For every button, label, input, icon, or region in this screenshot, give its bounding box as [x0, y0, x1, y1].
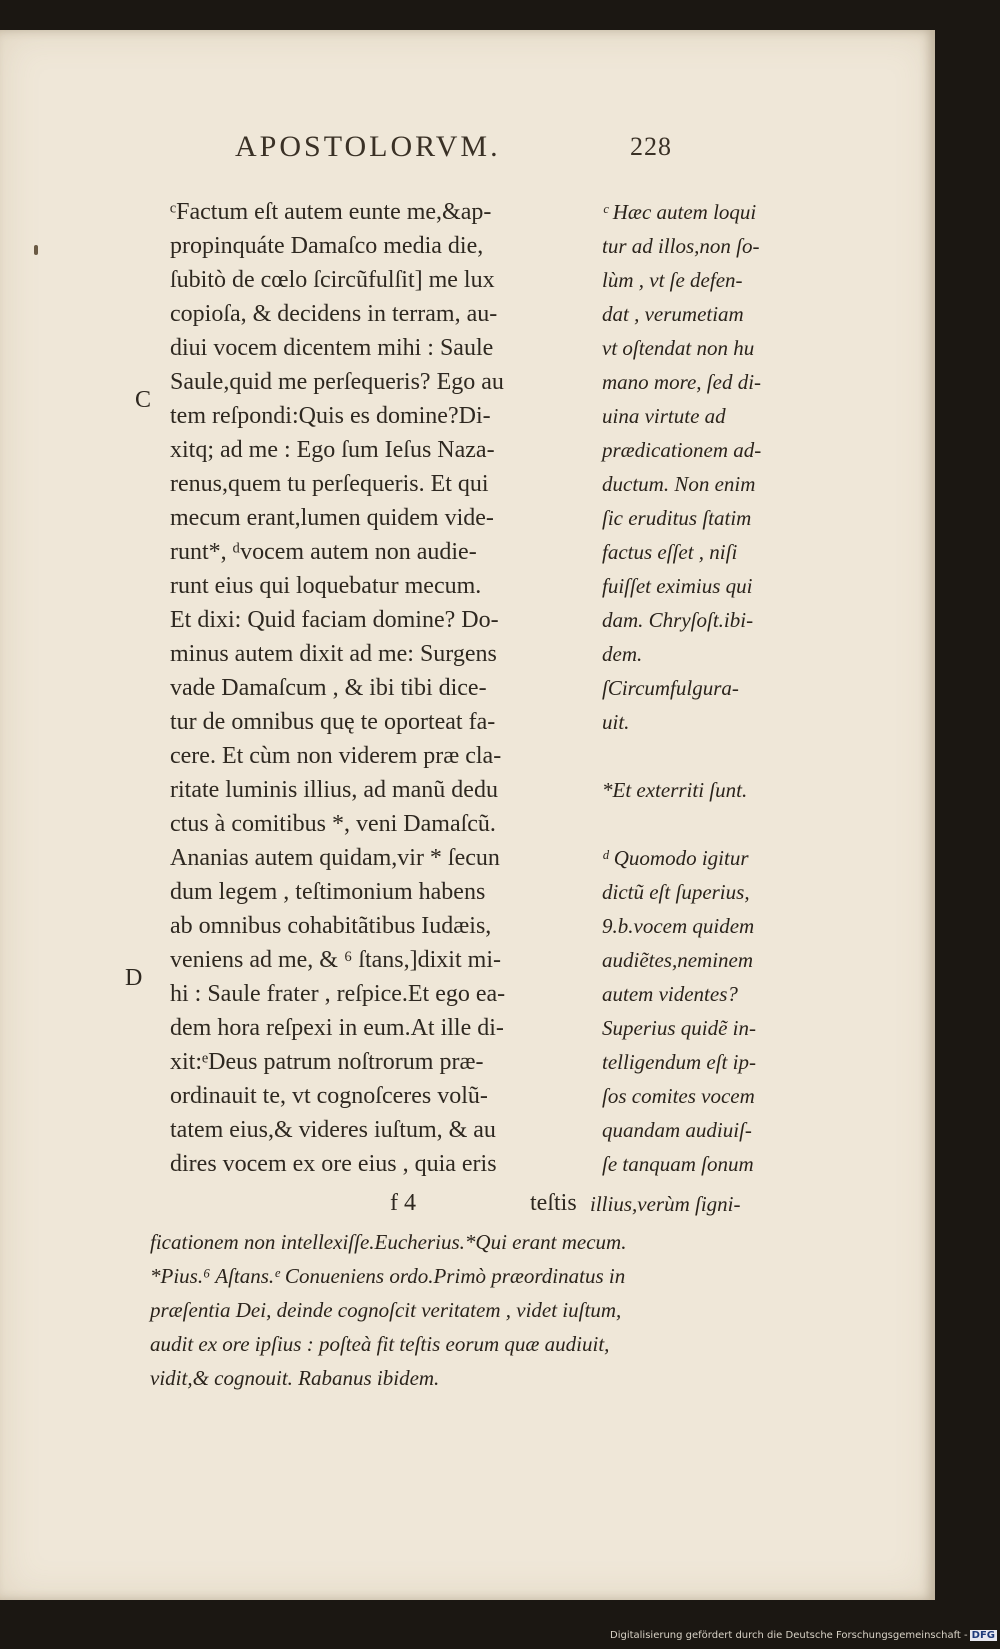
footnote-line: ficationem non intellexiſſe.Eucherius.*Qui erant mecum.: [150, 1230, 627, 1254]
text-line: ritate luminis illius, ad manũ dedu: [170, 777, 498, 803]
margin-note-line: ᶜ Hæc autem loqui: [602, 200, 757, 224]
text-line: ab omnibus cohabitãtibus Iudæis,: [170, 913, 492, 939]
text-line: dem hora reſpexi in eum.At ille di-: [170, 1015, 504, 1041]
margin-note-line: dam. Chryſoſt.ibi-: [602, 608, 754, 632]
footnote-line: *Pius.⁶ Aſtans.ᵉ Conueniens ordo.Primò præordinatus in: [150, 1264, 626, 1288]
margin-note-line: *Et exterriti ſunt.: [602, 778, 748, 802]
catchword-line: teſtis: [530, 1190, 577, 1216]
text-line: dires vocem ex ore eius , quia eris: [170, 1151, 497, 1177]
text-line: xit:ᵉDeus patrum noſtrorum præ-: [170, 1049, 484, 1075]
margin-note-line: dictũ eſt ſuperius,: [602, 880, 750, 904]
text-line: tem reſpondi:Quis es domine?Di-: [170, 403, 491, 429]
margin-note-line: factus eſſet , niſi: [602, 540, 738, 564]
text-line: ctus à comitibus *, veni Damaſcũ.: [170, 811, 496, 837]
margin-note-line: telligendum eſt ip-: [602, 1050, 756, 1074]
text-line: minus autem dixit ad me: Surgens: [170, 641, 497, 667]
page-number: 228: [630, 132, 672, 161]
text-line: tur de omnibus quę te oporteat fa-: [170, 709, 496, 735]
margin-note-line: ſic eruditus ſtatim: [602, 506, 752, 530]
margin-note-line: Superius quidẽ in-: [602, 1016, 756, 1040]
footnote-line: audit ex ore ipſius : poſteà fit teſtis eorum quæ audiuit,: [150, 1332, 610, 1356]
text-line: copioſa, & decidens in terram, au-: [170, 301, 498, 327]
margin-note-line: lùm , vt ſe defen-: [602, 268, 743, 292]
ink-spot: [34, 245, 38, 255]
digitization-credit: [610, 1630, 997, 1641]
text-line: propinquáte Damaſco media die,: [170, 233, 484, 259]
margin-note-line: tur ad illos,non ſo-: [602, 234, 760, 258]
dfg-logo: DFG: [971, 1630, 995, 1641]
text-line: runt*, ᵈvocem autem non audie-: [170, 539, 477, 565]
margin-note-line: dat , verumetiam: [602, 302, 744, 326]
margin-note-line: ſe tanquam ſonum: [602, 1152, 754, 1176]
text-line: cere. Et cùm non viderem præ cla-: [170, 743, 502, 769]
text-line: runt eius qui loquebatur mecum.: [170, 573, 482, 599]
margin-note-line: uina virtute ad: [602, 404, 726, 428]
text-line: Saule,quid me perſequeris? Ego au: [170, 369, 504, 395]
margin-note-line: prædicationem ad-: [602, 438, 762, 462]
margin-note-line: ductum. Non enim: [602, 472, 756, 496]
margin-note-line: 9.b.vocem quidem: [602, 914, 755, 938]
margin-note-line: ᵈ Quomodo igitur: [602, 846, 749, 870]
section-letter-d: D: [125, 965, 143, 991]
text-line: ordinauit te, vt cognoſceres volũ-: [170, 1083, 488, 1109]
credit-text: Digitalisierung gefördert durch die Deutsche Forschungsgemeinschaft -: [610, 1630, 968, 1641]
text-line: veniens ad me, & ⁶ ſtans,]dixit mi-: [170, 947, 501, 973]
text-line: dum legem , teſtimonium habens: [170, 879, 486, 905]
text-line: xitq; ad me : Ego ſum Ieſus Naza-: [170, 437, 495, 463]
running-head: APOSTOLORVM.: [235, 130, 501, 163]
text-line: renus,quem tu perſequeris. Et qui: [170, 471, 489, 497]
text-line: vade Damaſcum , & ibi tibi dice-: [170, 675, 487, 701]
text-line: tatem eius,& videres iuſtum, & au: [170, 1117, 496, 1143]
text-line: ſubitò de cœlo ſcircũfulſit] me lux: [170, 267, 495, 293]
margin-note-line: ſos comites vocem: [602, 1084, 755, 1108]
margin-note-line: [602, 807, 812, 841]
margin-note-continuation: illius,verùm ſigni-: [590, 1192, 741, 1216]
margin-note-line: ſCircumfulgura-: [602, 676, 739, 700]
margin-note-line: dem.: [602, 642, 643, 666]
text-line: mecum erant,lumen quidem vide-: [170, 505, 494, 531]
text-line: hi : Saule frater , reſpice.Et ego ea-: [170, 981, 506, 1007]
margin-note-line: mano more, ſed di-: [602, 370, 762, 394]
text-line: Et dixi: Quid faciam domine? Do-: [170, 607, 499, 633]
margin-note-line: uit.: [602, 710, 630, 734]
book-page: [0, 30, 935, 1600]
marginal-notes-column: [602, 195, 812, 1181]
text-line: Ananias autem quidam,vir * ſecun: [170, 845, 500, 871]
margin-note-line: fuiſſet eximius qui: [602, 574, 753, 598]
margin-note-line: [602, 739, 812, 773]
main-text-column: [170, 195, 605, 1181]
margin-note-line: autem videntes?: [602, 982, 738, 1006]
footnotes-block: [150, 1225, 810, 1395]
signature-mark: f 4: [390, 1190, 416, 1216]
text-line: diui vocem dicentem mihi : Saule: [170, 335, 494, 361]
margin-note-line: quandam audiuiſ-: [602, 1118, 752, 1142]
text-line: ᶜFactum eſt autem eunte me,&ap-: [170, 199, 492, 225]
footnote-line: præſentia Dei, deinde cognoſcit veritatem , videt iuſtum,: [150, 1298, 622, 1322]
margin-note-line: audiẽtes,neminem: [602, 948, 754, 972]
footnote-line: vidit,& cognouit. Rabanus ibidem.: [150, 1366, 440, 1390]
margin-note-line: vt oſtendat non hu: [602, 336, 755, 360]
section-letter-c: C: [135, 387, 152, 413]
